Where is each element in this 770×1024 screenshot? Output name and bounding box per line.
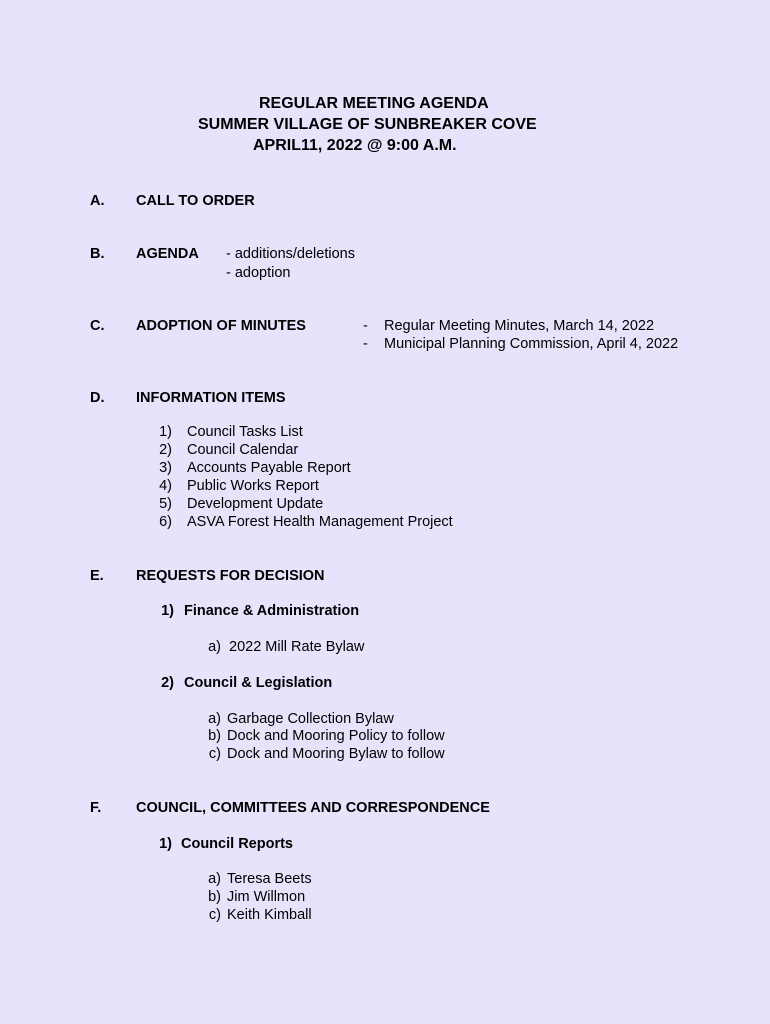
sub-list-letter: a) <box>208 871 221 887</box>
sub-list-letter: b) <box>208 728 221 744</box>
title-line-3: APRIL11, 2022 @ 9:00 A.M. <box>253 137 457 154</box>
list-item-number: 5) <box>159 496 172 512</box>
section-a-heading: CALL TO ORDER <box>136 193 255 209</box>
section-f-heading: COUNCIL, COMMITTEES AND CORRESPONDENCE <box>136 800 490 816</box>
sub-list-text: Garbage Collection Bylaw <box>227 711 394 727</box>
section-c-item: Municipal Planning Commission, April 4, 2022 <box>384 336 679 352</box>
list-item-number: 4) <box>159 478 172 494</box>
subsection-number: 2) <box>161 675 174 691</box>
list-item-text: Accounts Payable Report <box>187 460 351 476</box>
section-f-letter: F. <box>90 800 102 816</box>
section-d-heading: INFORMATION ITEMS <box>136 390 286 406</box>
subsection-title: Council & Legislation <box>184 675 333 691</box>
sub-list-text: Dock and Mooring Policy to follow <box>227 728 445 744</box>
sub-list-letter: c) <box>208 746 221 762</box>
sub-list-text: Keith Kimball <box>227 907 312 923</box>
title-line-1: REGULAR MEETING AGENDA <box>259 95 489 112</box>
sub-list-letter: a) <box>208 711 221 727</box>
section-b-item: - additions/deletions <box>226 246 355 262</box>
subsection-number: 1) <box>159 836 172 852</box>
title-line-2: SUMMER VILLAGE OF SUNBREAKER COVE <box>198 116 537 133</box>
list-item-number: 3) <box>159 460 172 476</box>
section-b-item: - adoption <box>226 265 291 281</box>
list-item-text: Council Tasks List <box>187 424 303 440</box>
sub-list-text: Teresa Beets <box>227 871 312 887</box>
section-c-heading: ADOPTION OF MINUTES <box>136 318 306 334</box>
section-c-letter: C. <box>90 318 105 334</box>
sub-list-letter: a) <box>208 639 221 655</box>
sub-list-letter: c) <box>208 907 221 923</box>
section-c-item: Regular Meeting Minutes, March 14, 2022 <box>384 318 655 334</box>
section-b-heading: AGENDA <box>136 246 199 262</box>
section-e-letter: E. <box>90 568 104 584</box>
section-a-letter: A. <box>90 193 105 209</box>
section-d-letter: D. <box>90 390 105 406</box>
section-c-dash: - <box>363 336 368 352</box>
sub-list-letter: b) <box>208 889 221 905</box>
list-item-text: ASVA Forest Health Management Project <box>187 514 453 530</box>
sub-list-text: 2022 Mill Rate Bylaw <box>229 639 365 655</box>
list-item-number: 6) <box>159 514 172 530</box>
section-b-letter: B. <box>90 246 105 262</box>
sub-list-text: Dock and Mooring Bylaw to follow <box>227 746 445 762</box>
section-e-heading: REQUESTS FOR DECISION <box>136 568 325 584</box>
list-item-number: 1) <box>159 424 172 440</box>
list-item-number: 2) <box>159 442 172 458</box>
sub-list-text: Jim Willmon <box>227 889 306 905</box>
subsection-number: 1) <box>161 603 174 619</box>
list-item-text: Council Calendar <box>187 442 299 458</box>
section-c-dash: - <box>363 318 368 334</box>
subsection-title: Council Reports <box>181 836 293 852</box>
list-item-text: Public Works Report <box>187 478 319 494</box>
list-item-text: Development Update <box>187 496 324 512</box>
subsection-title: Finance & Administration <box>184 603 360 619</box>
